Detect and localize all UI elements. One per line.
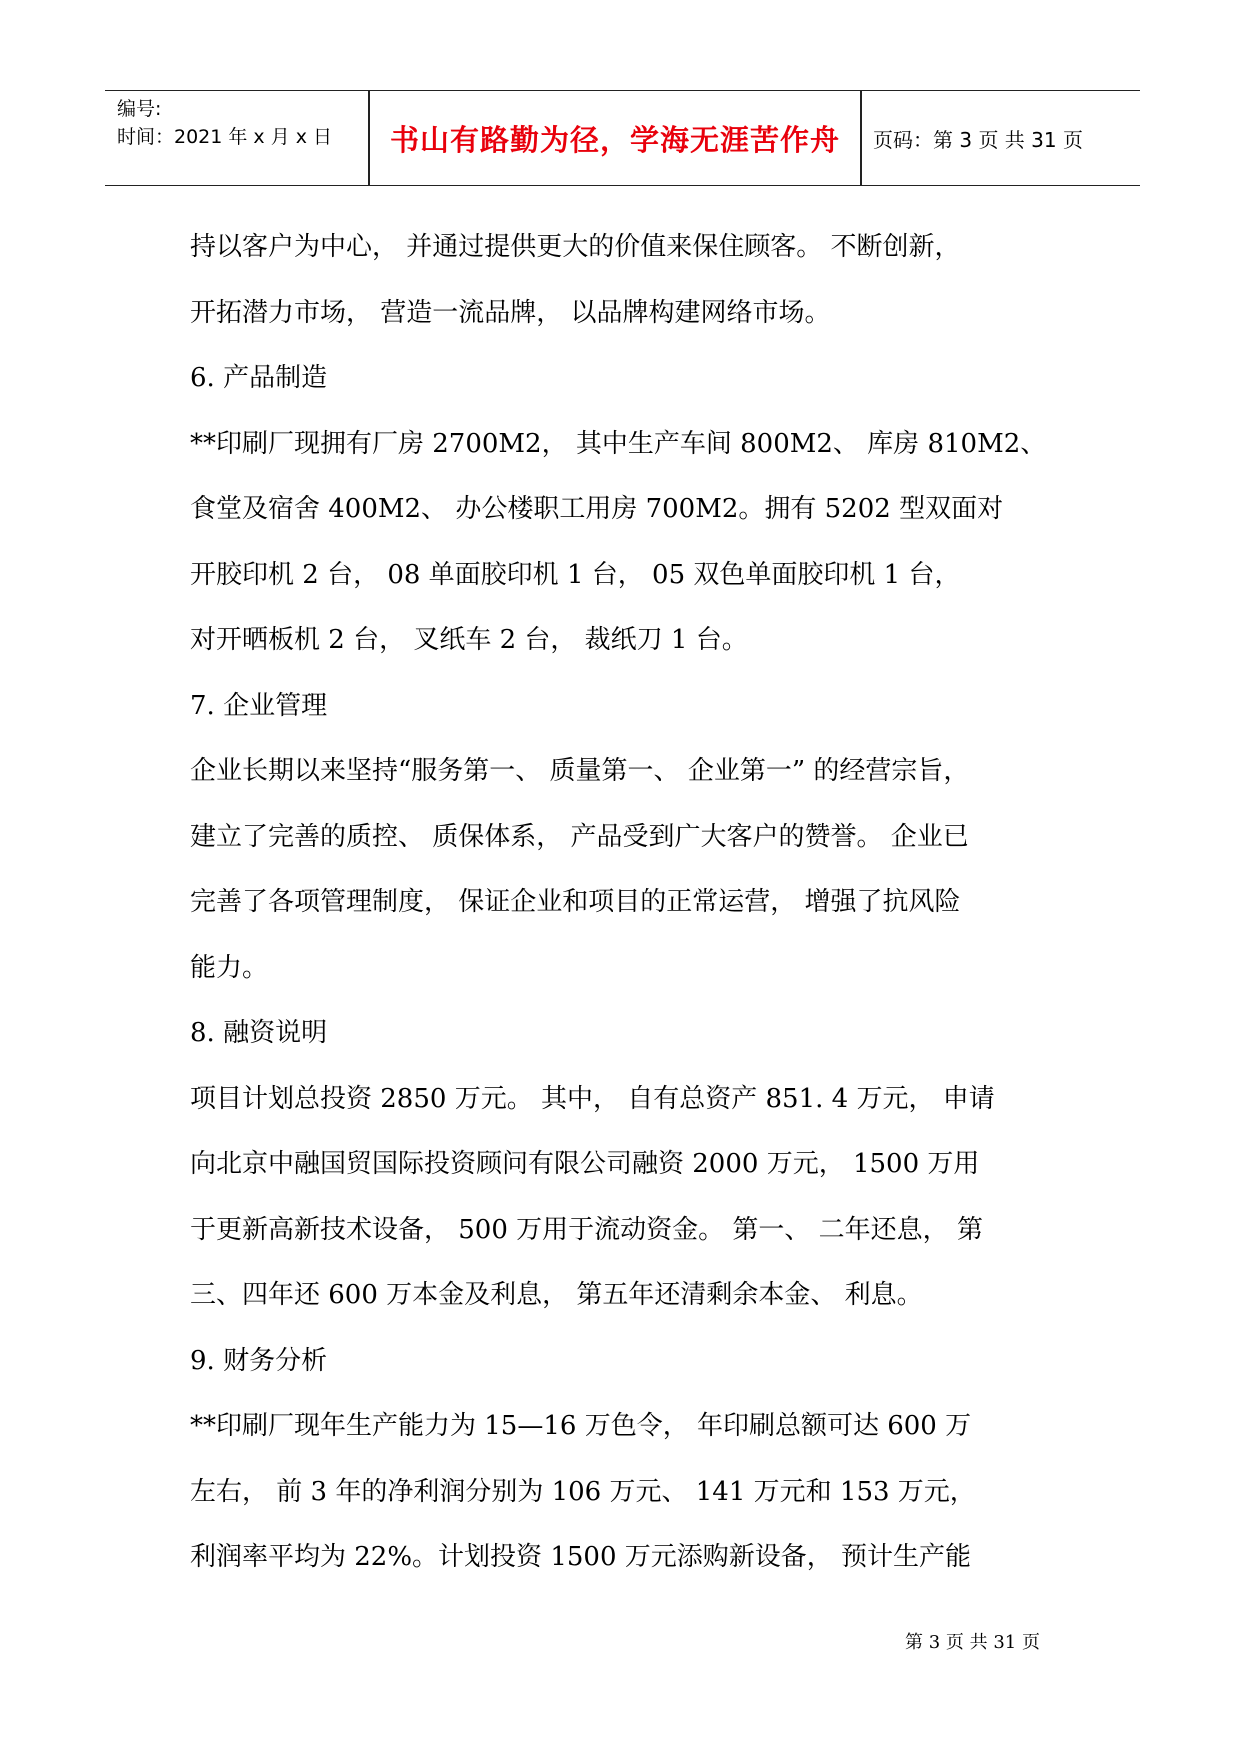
section-heading: 7. 企业管理 — [190, 690, 328, 721]
body-line: 左右， 前 3 年的净利润分别为 106 万元、 141 万元和 153 万元， — [190, 1476, 976, 1507]
body-line: 开胶印机 2 台， 08 单面胶印机 1 台， 05 双色单面胶印机 1 台， — [190, 559, 961, 590]
body-line: 于更新高新技术设备， 500 万用于流动资金。 第一、 二年还息， 第 — [190, 1214, 983, 1245]
body-line: 开拓潜力市场， 营造一流品牌， 以品牌构建网络市场。 — [190, 297, 831, 328]
body-line: 能力。 — [190, 952, 269, 983]
header-motto: 书山有路勤为径，学海无涯苦作舟 — [389, 122, 840, 157]
body-line: 完善了各项管理制度， 保证企业和项目的正常运营， 增强了抗风险 — [190, 887, 961, 917]
body-line: 向北京中融国贸国际投资顾问有限公司融资 2000 万元， 1500 万用 — [190, 1149, 980, 1179]
page-header — [105, 90, 1140, 186]
body-line: **印刷厂现拥有厂房 2700M2， 其中生产车间 800M2、 库房 810M2、 — [190, 428, 1047, 459]
page-footer: 第 3 页 共 31 页 — [905, 1632, 1040, 1653]
body-line: 利润率平均为 22%。计划投资 1500 万元添购新设备， 预计生产能 — [190, 1542, 972, 1572]
header-divider — [860, 91, 862, 185]
document-number-label: 编号: — [117, 98, 162, 120]
header-page-info: 页码：第 3 页 共 31 页 — [873, 127, 1083, 152]
document-body — [190, 215, 1062, 1591]
body-line: 食堂及宿舍 400M2、 办公楼职工用房 700M2。拥有 5202 型双面对 — [190, 494, 1004, 524]
body-line: 项目计划总投资 2850 万元。 其中， 自有总资产 851. 4 万元， 申请 — [190, 1083, 995, 1114]
body-line: **印刷厂现年生产能力为 15—16 万色令， 年印刷总额可达 600 万 — [190, 1411, 972, 1441]
body-line: 企业长期以来坚持“服务第一、 质量第一、 企业第一” 的经营宗旨， — [190, 756, 970, 786]
section-heading: 6. 产品制造 — [190, 363, 328, 393]
section-heading: 8. 融资说明 — [190, 1018, 328, 1048]
header-meta — [117, 95, 332, 151]
body-line: 持以客户为中心， 并通过提供更大的价值来保住顾客。 不断创新， — [190, 232, 961, 262]
document-time: 时间：2021 年 x 月 x 日 — [117, 126, 333, 148]
body-line: 三、四年还 600 万本金及利息， 第五年还清剩余本金、 利息。 — [190, 1280, 923, 1310]
body-line: 建立了完善的质控、 质保体系， 产品受到广大客户的赞誉。 企业已 — [190, 821, 969, 852]
body-line: 对开晒板机 2 台， 叉纸车 2 台， 裁纸刀 1 台。 — [190, 625, 748, 655]
section-heading: 9. 财务分析 — [190, 1345, 328, 1376]
